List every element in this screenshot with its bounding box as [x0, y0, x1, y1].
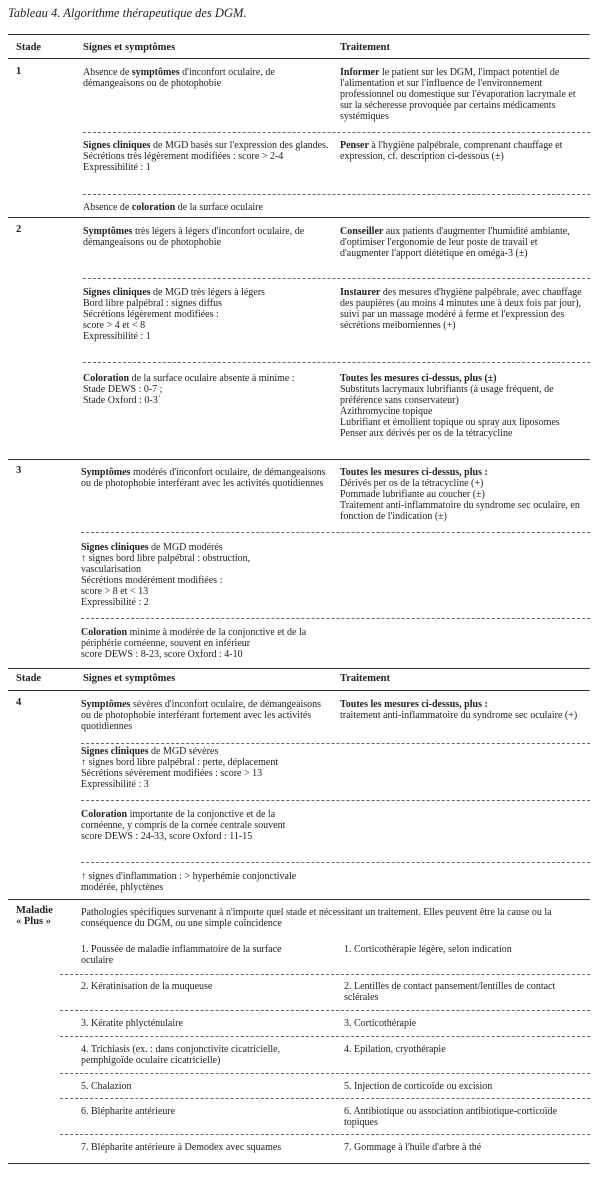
stage-2-advise: Conseiller aux patients d'augmenter l'humidité ambiante, d'optimiser l'ergonomie de leur poste de travail et d'augmenter l'apport diététique en oméga-3 (±) — [340, 226, 570, 259]
plus-intro: Pathologies spécifiques survenant à n'importe quel stade et nécessitant un traitement. Elles peuvent être la cause ou la conséquence du DGM, ou une simple coïncidence — [81, 907, 552, 929]
stage-1-coloration: Absence de coloration de la surface oculaire — [83, 202, 263, 213]
plus-item-right: 4. Epilation, cryothérapie — [344, 1044, 446, 1055]
divider — [81, 862, 590, 863]
stage-1-label: 1 — [16, 66, 22, 77]
stage-2-coloration: Coloration de la surface oculaire absente à minime : Stade DEWS : 0-7 ; Stade Oxford : 0-3` — [83, 373, 295, 406]
divider — [81, 618, 590, 619]
plus-item-left: 5. Chalazion — [81, 1081, 132, 1092]
plus-item-left: 7. Blépharite antérieure à Demodex avec squames — [81, 1142, 282, 1153]
divider — [60, 1134, 590, 1135]
plus-item-right: 2. Lentilles de contact pansement/lentilles de contact sclérales — [344, 981, 556, 1003]
table-bottom-rule — [8, 1163, 590, 1164]
header-signs: Signes et symptômes — [83, 42, 176, 53]
up-arrow-icon: ↑ — [81, 871, 86, 882]
stage-2-clinical-signs: Signes cliniques de MGD très légers à légers Bord libre palpébral : signes diffus Sécrétions légèrement modifiées : score > 4 et < 8 Expressibilité : 1 — [83, 287, 265, 342]
table-top-rule — [8, 34, 590, 35]
stage-2-label: 2 — [16, 224, 22, 235]
divider — [60, 974, 590, 975]
stage-4-clinical-signs: Signes cliniques de MGD sévères ↑ signes bord libre palpébral : perte, déplacement Sécrétions sévèrement modifiées : score > 13 Expressibilité : 3 — [81, 746, 279, 790]
stage-3-label: 3 — [16, 465, 22, 476]
stage-4-coloration: Coloration importante de la conjonctive et de la cornéenne, y compris de la cornée centrale souvent score DEWS : 24-33, score Oxford : 11-15 — [81, 809, 286, 842]
stage-rule — [8, 217, 590, 218]
plus-item-left: 1. Poussée de maladie inflammatoire de la surface oculaire — [81, 944, 282, 966]
stage-3-all-measures: Toutes les mesures ci-dessus, plus : Dérivés per os de la tétracycline (+) Pommade lubrifiante au coucher (±) Traitement anti-inflammatoire du syndrome sec oculaire, en fonction de l'indication (±) — [340, 467, 580, 522]
divider — [83, 362, 590, 363]
plus-item-right: 6. Antibiotique ou association antibiotique-corticoïde topiques — [344, 1106, 558, 1128]
divider — [83, 194, 590, 195]
stage-3-coloration: Coloration minime à modérée de la conjonctive et de la périphérie cornéenne, souvent en inférieur score DEWS : 8-23, score Oxford : 4-10 — [81, 627, 307, 660]
stage-4-inflammation: ↑ signes d'inflammation : > hyperhémie conjonctivale modérée, phlyctènes — [81, 871, 297, 893]
header-stage: Stade — [16, 42, 42, 53]
stage-3-clinical-signs: Signes cliniques de MGD modérés ↑ signes bord libre palpébral : obstruction, vascularisation Sécrétions modérément modifiées : score > 8 et < 13 Expressibilité : 2 — [81, 542, 251, 608]
stage-4-symptoms: Symptômes sévères d'inconfort oculaire, de démangeaisons ou de photophobie interférant fortement avec les activités quotidiennes — [81, 699, 322, 732]
plus-item-right: 3. Corticothérapie — [344, 1018, 417, 1029]
header-rule — [8, 690, 590, 691]
stage-1-clinical-signs: Signes cliniques de MGD basés sur l'expression des glandes. Sécrétions très légèrement modifiées : score > 2-4 Expressibilité : 1 — [83, 140, 329, 173]
stage-1-inform: Informer le patient sur les DGM, l'impact potentiel de l'alimentation et sur l'influence de l'environnement professionnel ou domestique sur l'évaporation lacrymale et sur la sécheresse provoquée par certains médicaments systémiques — [340, 67, 576, 122]
stage-rule — [8, 668, 590, 669]
plus-item-left: 4. Trichiasis (ex. : dans conjonctivite cicatricielle, pemphigoïde oculaire cicatricielle) — [81, 1044, 281, 1066]
plus-item-right: 7. Gommage à l'huile d'arbre à thé — [344, 1142, 482, 1153]
plus-item-right: 5. Injection de corticoïde ou excision — [344, 1081, 493, 1092]
stage-1-symptoms: Absence de symptômes d'inconfort oculaire, de démangeaisons ou de photophobie — [83, 67, 275, 89]
stage-2-symptoms: Symptômes très légers à légers d'inconfort oculaire, de démangeaisons ou de photophobie — [83, 226, 305, 248]
divider — [81, 743, 590, 744]
plus-item-left: 3. Kératite phlycténulaire — [81, 1018, 183, 1029]
divider — [60, 1098, 590, 1099]
divider — [83, 278, 590, 279]
header-signs-repeat: Signes et symptômes — [83, 673, 176, 684]
plus-item-left: 2. Kératinisation de la muqueuse — [81, 981, 213, 992]
divider — [60, 1073, 590, 1074]
stage-rule — [8, 899, 590, 900]
stage-4-all-measures: Toutes les mesures ci-dessus, plus : traitement anti-inflammatoire du syndrome sec oculaire (+) — [340, 699, 578, 721]
up-arrow-icon: ↑ — [81, 757, 86, 768]
header-rule — [8, 58, 590, 59]
stage-1-hygiene: Penser à l'hygiène palpébrale, comprenant chauffage et expression, cf. description ci-dessous (±) — [340, 140, 563, 162]
divider — [81, 800, 590, 801]
header-treatment-repeat: Traitement — [340, 673, 390, 684]
stage-4-label: 4 — [16, 697, 22, 708]
header-stage-repeat: Stade — [16, 673, 42, 684]
stage-2-all-measures: Toutes les mesures ci-dessus, plus (±) Substituts lacrymaux lubrifiants (à usage fréquent, de préférence sans conservateur) Azithromycine topique Lubrifiant et émollient topique ou spray aux liposomes Penser aux dérivés per os de la tétracycline — [340, 373, 560, 439]
up-arrow-icon: ↑ — [81, 553, 86, 564]
divider — [60, 1036, 590, 1037]
divider — [81, 532, 590, 533]
divider — [83, 132, 590, 133]
stage-2-institute: Instaurer des mesures d'hygiène palpébrale, avec chauffage des paupières (au moins 4 minutes une à deux fois par jour), suivi par un massage modéré à ferme et l'expression des sécrétions meibomiennes (+) — [340, 287, 582, 331]
plus-item-left: 6. Blépharite antérieure — [81, 1106, 176, 1117]
stage-3-symptoms: Symptômes modérés d'inconfort oculaire, de démangeaisons ou de photophobie interférant avec les activités quotidiennes — [81, 467, 326, 489]
header-treatment: Traitement — [340, 42, 390, 53]
divider — [60, 1010, 590, 1011]
stage-rule — [8, 459, 590, 460]
plus-item-right: 1. Corticothérapie légère, selon indication — [344, 944, 512, 955]
table-caption: Tableau 4. Algorithme thérapeutique des DGM. — [8, 6, 247, 20]
plus-disease-label: Maladie « Plus » — [16, 905, 53, 927]
